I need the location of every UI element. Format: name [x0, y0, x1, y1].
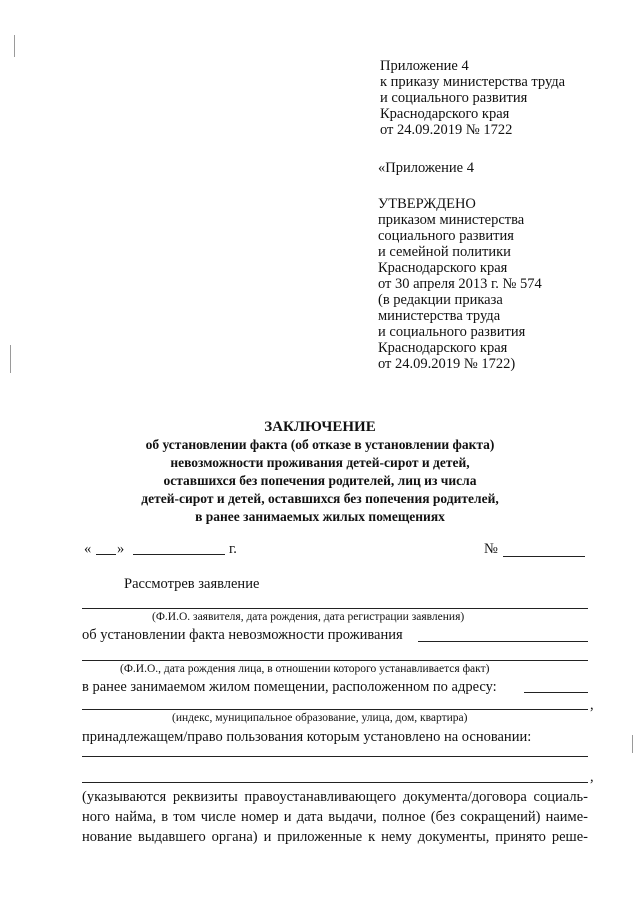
date-close-quote: » — [117, 541, 125, 557]
approval-line: социального развития — [378, 228, 514, 244]
person-caption: (Ф.И.О., дата рождения лица, в отношении которого устанавливается факт) — [120, 663, 490, 675]
date-day-blank — [96, 554, 116, 555]
paragraph-line: нование выдавшего органа) и приложенные к нему документы, принято реше- — [82, 829, 588, 845]
title-line: в ранее занимаемых жилых помещениях — [195, 509, 445, 524]
document-title — [0, 418, 640, 526]
address-blank — [82, 709, 588, 710]
approval-block — [378, 160, 542, 372]
ownership-blank-1 — [82, 756, 588, 757]
title-line: детей-сирот и детей, оставшихся без попечения родителей, — [141, 491, 499, 506]
approval-line: Краснодарского края — [378, 340, 508, 356]
approval-line: министерства труда — [378, 308, 501, 324]
approval-line: Краснодарского края — [378, 260, 508, 276]
paragraph-line: ного найма, в том числе номер и дата выдачи, полное (без сокращений) наиме- — [82, 809, 588, 825]
title-heading: ЗАКЛЮЧЕНИЕ — [264, 419, 376, 435]
ownership-text: принадлежащем/право пользования которым установлено на основании: — [82, 729, 532, 745]
appendix-line: Краснодарского края — [380, 106, 510, 122]
appendix-header — [380, 58, 565, 138]
address-blank-short — [524, 692, 588, 693]
appendix-line: Приложение 4 — [380, 58, 469, 74]
date-open-quote: « — [84, 541, 92, 557]
about-fact-blank — [418, 641, 588, 642]
approval-line: УТВЕРЖДЕНО — [378, 196, 476, 212]
appendix-line: и социального развития — [380, 90, 528, 106]
number-blank — [503, 556, 585, 557]
paragraph-line: (указываются реквизиты правоустанавливающего документа/договора социаль- — [82, 789, 588, 805]
approval-line: от 24.09.2019 № 1722) — [378, 356, 516, 372]
approval-line: от 30 апреля 2013 г. № 574 — [378, 276, 542, 292]
applicant-caption: (Ф.И.О. заявителя, дата рождения, дата регистрации заявления) — [152, 611, 465, 623]
approval-line: приказом министерства — [378, 212, 525, 228]
approval-line: (в редакции приказа — [378, 292, 503, 308]
title-line: об установлении факта (об отказе в установлении факта) — [145, 437, 495, 452]
appendix-line: от 24.09.2019 № 1722 — [380, 122, 513, 138]
address-caption: (индекс, муниципальное образование, улица, дом, квартира) — [172, 712, 468, 724]
title-line: невозможности проживания детей-сирот и детей, — [170, 455, 470, 470]
date-month-blank — [133, 554, 225, 555]
number-label: № — [484, 541, 498, 557]
comma-ownership: , — [590, 769, 594, 785]
ownership-blank-2 — [82, 782, 588, 783]
margin-mark-left-top — [14, 35, 15, 57]
about-fact-text: об установлении факта невозможности проживания — [82, 627, 403, 643]
margin-mark-left-mid — [10, 345, 11, 373]
appendix-line: к приказу министерства труда — [380, 74, 566, 90]
approval-line: «Приложение 4 — [378, 160, 474, 176]
former-premises-text: в ранее занимаемом жилом помещении, расположенном по адресу: — [82, 679, 497, 695]
comma-address: , — [590, 697, 594, 713]
person-blank — [82, 660, 588, 661]
approval-line: и социального развития — [378, 324, 526, 340]
margin-mark-right — [632, 735, 633, 753]
applicant-blank — [82, 608, 588, 609]
title-line: оставшихся без попечения родителей, лиц из числа — [163, 473, 477, 488]
approval-line: и семейной политики — [378, 244, 511, 260]
considered-text: Рассмотрев заявление — [124, 576, 260, 592]
date-year-suffix: г. — [229, 541, 237, 557]
approval-line — [378, 176, 542, 196]
